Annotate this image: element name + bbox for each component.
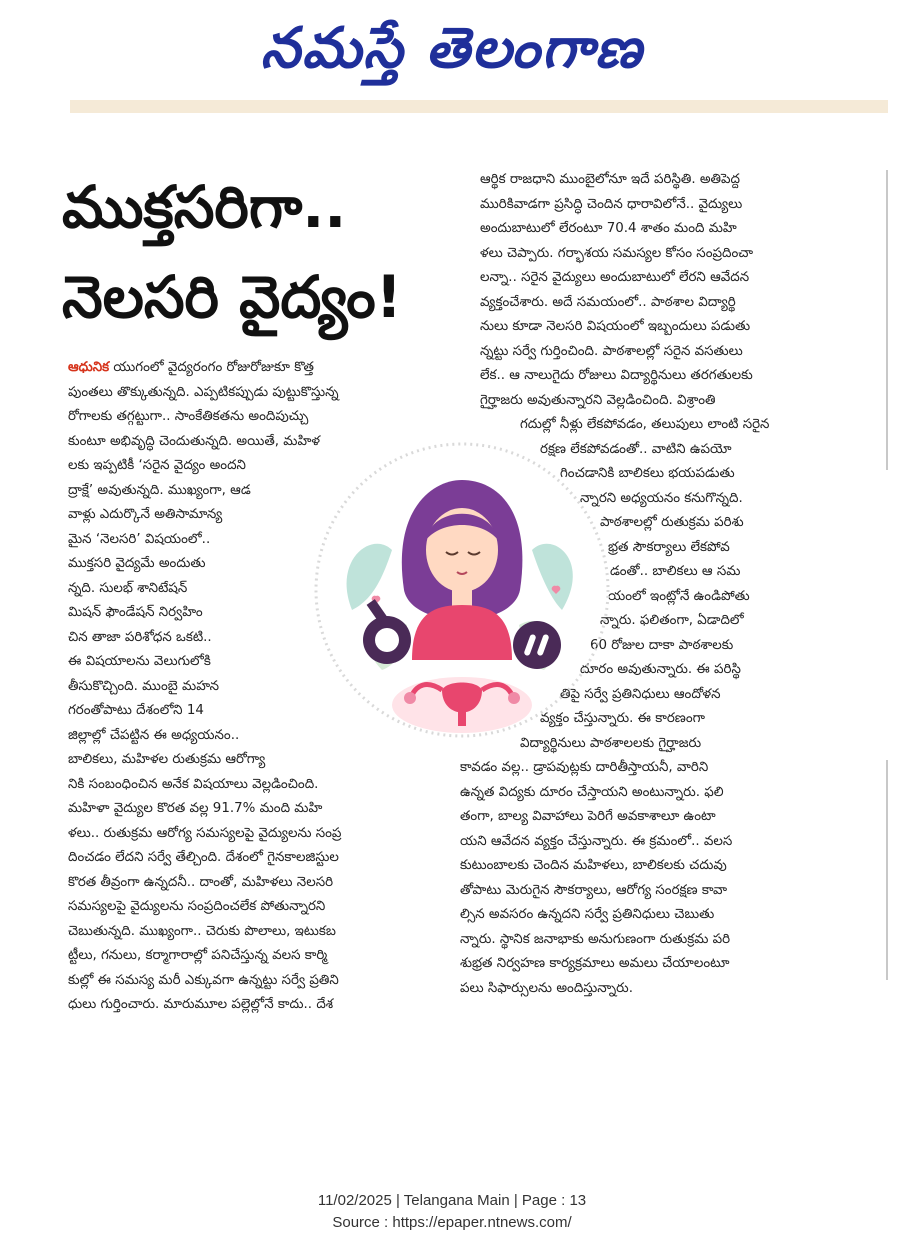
article-line bbox=[68, 601, 298, 626]
article-line: నులు కూడా నెలసరి విషయంలో ఇబ్బందులు పడుతు bbox=[480, 319, 751, 334]
article-line-text: మైన ‘నెలసరి’ విషయంలో.. bbox=[68, 531, 211, 547]
article-line: తిపై సర్వే ప్రతినిధులు ఆందోళన bbox=[560, 686, 721, 702]
article-line: రక్షణ లేకపోవడంతో.. వాటిని ఉపయో bbox=[540, 441, 732, 457]
footer-edition: 11/02/2025 | Telangana Main | Page : 13 bbox=[317, 1192, 587, 1209]
article-line: వ్యక్తం చేస్తున్నారు. ఈ కారణంగా bbox=[540, 711, 705, 726]
article-line: ల్సిన అవసరం ఉన్నదని సర్వే ప్రతినిధులు చెబుతు bbox=[460, 907, 715, 922]
article-line bbox=[68, 920, 446, 945]
article-line bbox=[68, 993, 446, 1018]
article-line: తోపాటు మెరుగైన సౌకర్యాలు, ఆరోగ్య సంరక్షణ కావా bbox=[460, 882, 728, 898]
masthead-title: నమస్తే తెలంగాణ bbox=[260, 15, 644, 81]
article-line-text: ఈ విషయాలను వెలుగులోకి bbox=[68, 654, 211, 669]
article-line bbox=[68, 626, 298, 651]
article-line bbox=[68, 724, 298, 749]
article-line bbox=[68, 871, 446, 896]
article-line bbox=[68, 454, 308, 479]
article-line: మురికివాడగా ప్రసిద్ధి చెందిన ధారావిలోనే.. వైద్యులు bbox=[480, 196, 743, 212]
article-line-text: కుంటూ అభివృద్ధి చెందుతున్నది. అయితే, మహిళ bbox=[68, 433, 321, 449]
article-line: ఉన్నత విద్యకు దూరం చేస్తాయని అంటున్నారు. ఫలి bbox=[460, 784, 724, 800]
article-line-text: ధులు గుర్తించారు. మారుమూల పల్లెల్లోనే కాదు.. దేశ bbox=[68, 997, 334, 1012]
woman-icon bbox=[402, 480, 523, 660]
article-line bbox=[68, 503, 308, 528]
article-line-text: బాలికలు, మహిళల రుతుక్రమ ఆరోగ్యా bbox=[68, 752, 266, 767]
article-line: గైర్హాజరు అవుతున్నారని వెల్లడించింది. విశ్రాంతి bbox=[480, 392, 716, 408]
article-line: కావడం వల్ల.. డ్రాపవుట్లకు దారితీస్తాయనీ, వారిని bbox=[460, 760, 709, 775]
article-line-text: నికి సంబంధించిన అనేక విషయాలు వెల్లడించింది. bbox=[68, 776, 319, 792]
article-line: యని ఆవేదన వ్యక్తం చేస్తున్నారు. ఈ క్రమంలో.. వలస bbox=[460, 833, 733, 849]
article-line bbox=[68, 773, 446, 798]
article-line: ఆర్థిక రాజధాని ముంబైలోనూ ఇదే పరిస్థితి. అతిపెద్ద bbox=[480, 172, 740, 187]
article-line-text: కుల్లో ఈ సమస్య మరీ ఎక్కువగా ఉన్నట్టు సర్వే ప్రతిని bbox=[68, 972, 339, 988]
article-line-text: తీసుకొచ్చింది. ముంబై మహన bbox=[68, 678, 220, 694]
article-line-text: న్నది. సులభ్ శానిటేషన్ bbox=[68, 580, 188, 596]
article-line bbox=[68, 552, 308, 577]
article-line: యంలో ఇంట్లోనే ఉండిపోతు bbox=[608, 588, 750, 604]
article-line-text: వాళ్లు ఎదుర్కొనే అతిసామాన్య bbox=[68, 507, 223, 522]
column-rule bbox=[886, 170, 888, 470]
article-line-text: సమస్యలపై వైద్యులను సంప్రదించలేక పోతున్నారని bbox=[68, 899, 326, 914]
article-line: విద్యార్థినులు పాఠశాలలకు గైర్హాజరు bbox=[520, 735, 702, 751]
article-line-text: ట్టీలు, గనులు, కర్మాగారాల్లో పనిచేస్తున్న వలస కార్మి bbox=[68, 948, 328, 963]
article-line bbox=[68, 846, 446, 871]
article-line bbox=[68, 650, 298, 675]
article-line: పాఠశాలల్లో రుతుక్రమ పరిశు bbox=[600, 515, 744, 530]
article-line: న్నారు. స్థానిక జనాభాకు అనుగుణంగా రుతుక్రమ పరి bbox=[460, 931, 731, 947]
masthead bbox=[0, 8, 904, 88]
masthead-rule bbox=[70, 100, 888, 113]
article-line-text: మహిళా వైద్యుల కొరత వల్ల 91.7% మంది మహి bbox=[68, 801, 323, 816]
article-line bbox=[68, 895, 446, 920]
article-line: పలు సిఫార్సులను అందిస్తున్నారు. bbox=[460, 980, 633, 996]
article-line-text: లకు ఇప్పటికీ ‘సరైన వైద్యం అందని bbox=[68, 458, 246, 473]
article-line-text: చిన తాజా పరిశోధన ఒకటి.. bbox=[68, 629, 212, 645]
headline-line-2: నెలసరి వైద్యం! bbox=[62, 263, 403, 331]
article-line-text: చెబుతున్నది. ముఖ్యంగా.. చెరుకు పొలాలు, ఇటుకబ bbox=[68, 923, 336, 939]
article-line: కుటుంబాలకు చెందిన మహిళలు, బాలికలకు చదువు bbox=[460, 858, 727, 873]
article-line bbox=[68, 699, 298, 724]
article-line bbox=[68, 479, 308, 504]
article-line bbox=[68, 822, 446, 847]
column-rule bbox=[886, 760, 888, 980]
article-line-text: మిషన్ ఫౌండేషన్ నిర్వహిం bbox=[68, 605, 203, 620]
article-line-text: ద్రాక్షే’ అవుతున్నది. ముఖ్యంగా, ఆడ bbox=[68, 482, 251, 498]
article-line: దూరం అవుతున్నారు. ఈ పరిస్థి bbox=[580, 662, 741, 677]
page-footer bbox=[0, 1190, 904, 1234]
article-headline bbox=[62, 162, 462, 342]
article-line: వ్యక్తంచేశారు. అదే సమయంలో.. పాఠశాల విద్యార్థి bbox=[480, 294, 736, 310]
article-line: అందుబాటులో లేరంటూ 70.4 శాతం మంది మహి bbox=[480, 221, 737, 236]
article-line: భ్రత సౌకర్యాలు లేకపోవ bbox=[608, 539, 730, 555]
article-line-text: యుగంలో వైద్యరంగం రోజురోజుకూ కొత్త bbox=[109, 360, 314, 375]
article-line: లేక.. ఆ నాలుగైదు రోజులు విద్యార్థినులు తరగతులకు bbox=[480, 368, 753, 383]
article-line: గదుల్లో నీళ్లు లేకపోవడం, తలుపులు లాంటి సరైన bbox=[520, 417, 770, 432]
article-line: డంతో.. బాలికలు ఆ సమ bbox=[610, 564, 741, 579]
article-line: ళలు చెప్పారు. గర్భాశయ సమస్యల కోసం సంప్రదించా bbox=[480, 245, 754, 261]
article-line bbox=[68, 405, 446, 430]
footer-source: Source : https://epaper.ntnews.com/ bbox=[332, 1214, 572, 1231]
article-line bbox=[68, 381, 446, 406]
article-line: తంగా, బాల్య వివాహాలు పెరిగే అవకాశాలూ ఉంటా bbox=[460, 809, 716, 824]
article-line: న్నారు. ఫలితంగా, ఏడాదిలో bbox=[600, 613, 744, 628]
article-line bbox=[68, 944, 446, 969]
article-line: శుభ్రత నిర్వహణ కార్యక్రమాలు అమలు చేయాలంటూ bbox=[460, 956, 730, 971]
article-line-text: కొరత తీవ్రంగా ఉన్నదనీ.. దాంతో, మహిళలు నెలసరి bbox=[68, 874, 334, 890]
article-line bbox=[68, 748, 446, 773]
article-line bbox=[68, 797, 446, 822]
article-line-text: ముక్తసరి వైద్యమే అందుతు bbox=[68, 556, 206, 571]
article-line-text: దించడం లేదని సర్వే తేల్చింది. దేశంలో గైనకాలజిస్టుల bbox=[68, 850, 339, 865]
article-line-text: జిల్లాల్లో చేపట్టిన ఈ అధ్యయనం.. bbox=[68, 727, 240, 743]
article-line: లన్నా.. సరైన వైద్యులు అందుబాటులో లేరని ఆవేదన bbox=[480, 270, 750, 285]
menstruation-illustration bbox=[312, 440, 612, 740]
article-line bbox=[68, 675, 298, 700]
article-line: గించడానికి బాలికలు భయపడుతు bbox=[560, 466, 735, 481]
article-line bbox=[68, 528, 308, 553]
article-line: 60 రోజుల దాకా పాఠశాలకు bbox=[590, 637, 734, 653]
article-line: న్నట్టు సర్వే గుర్తించింది. పాఠశాలల్లో సరైన వసతులు bbox=[480, 343, 743, 359]
article-line bbox=[68, 969, 446, 994]
article-line-text: ళలు.. రుతుక్రమ ఆరోగ్య సమస్యలపై వైద్యులను సంప్ర bbox=[68, 825, 342, 841]
article-line-text: గరంతోపాటు దేశంలోని 14 bbox=[68, 703, 204, 718]
article-line-text: పుంతలు తొక్కుతున్నది. ఎప్పటికప్పుడు పుట్టుకొస్తున్న bbox=[68, 384, 339, 400]
article-line bbox=[68, 356, 446, 381]
article-line bbox=[68, 577, 298, 602]
uterus-icon bbox=[392, 677, 532, 733]
pause-symbol-icon bbox=[513, 621, 561, 669]
drop-cap-word: ఆధునిక bbox=[68, 360, 110, 375]
article-line: న్నారని అధ్యయనం కనుగొన్నది. bbox=[580, 490, 743, 506]
headline-line-1: ముక్తసరిగా.. bbox=[62, 173, 347, 241]
article-line-text: రోగాలకు తగ్గట్టుగా.. సాంకేతికతను అందిపుచ్చు bbox=[68, 409, 309, 424]
